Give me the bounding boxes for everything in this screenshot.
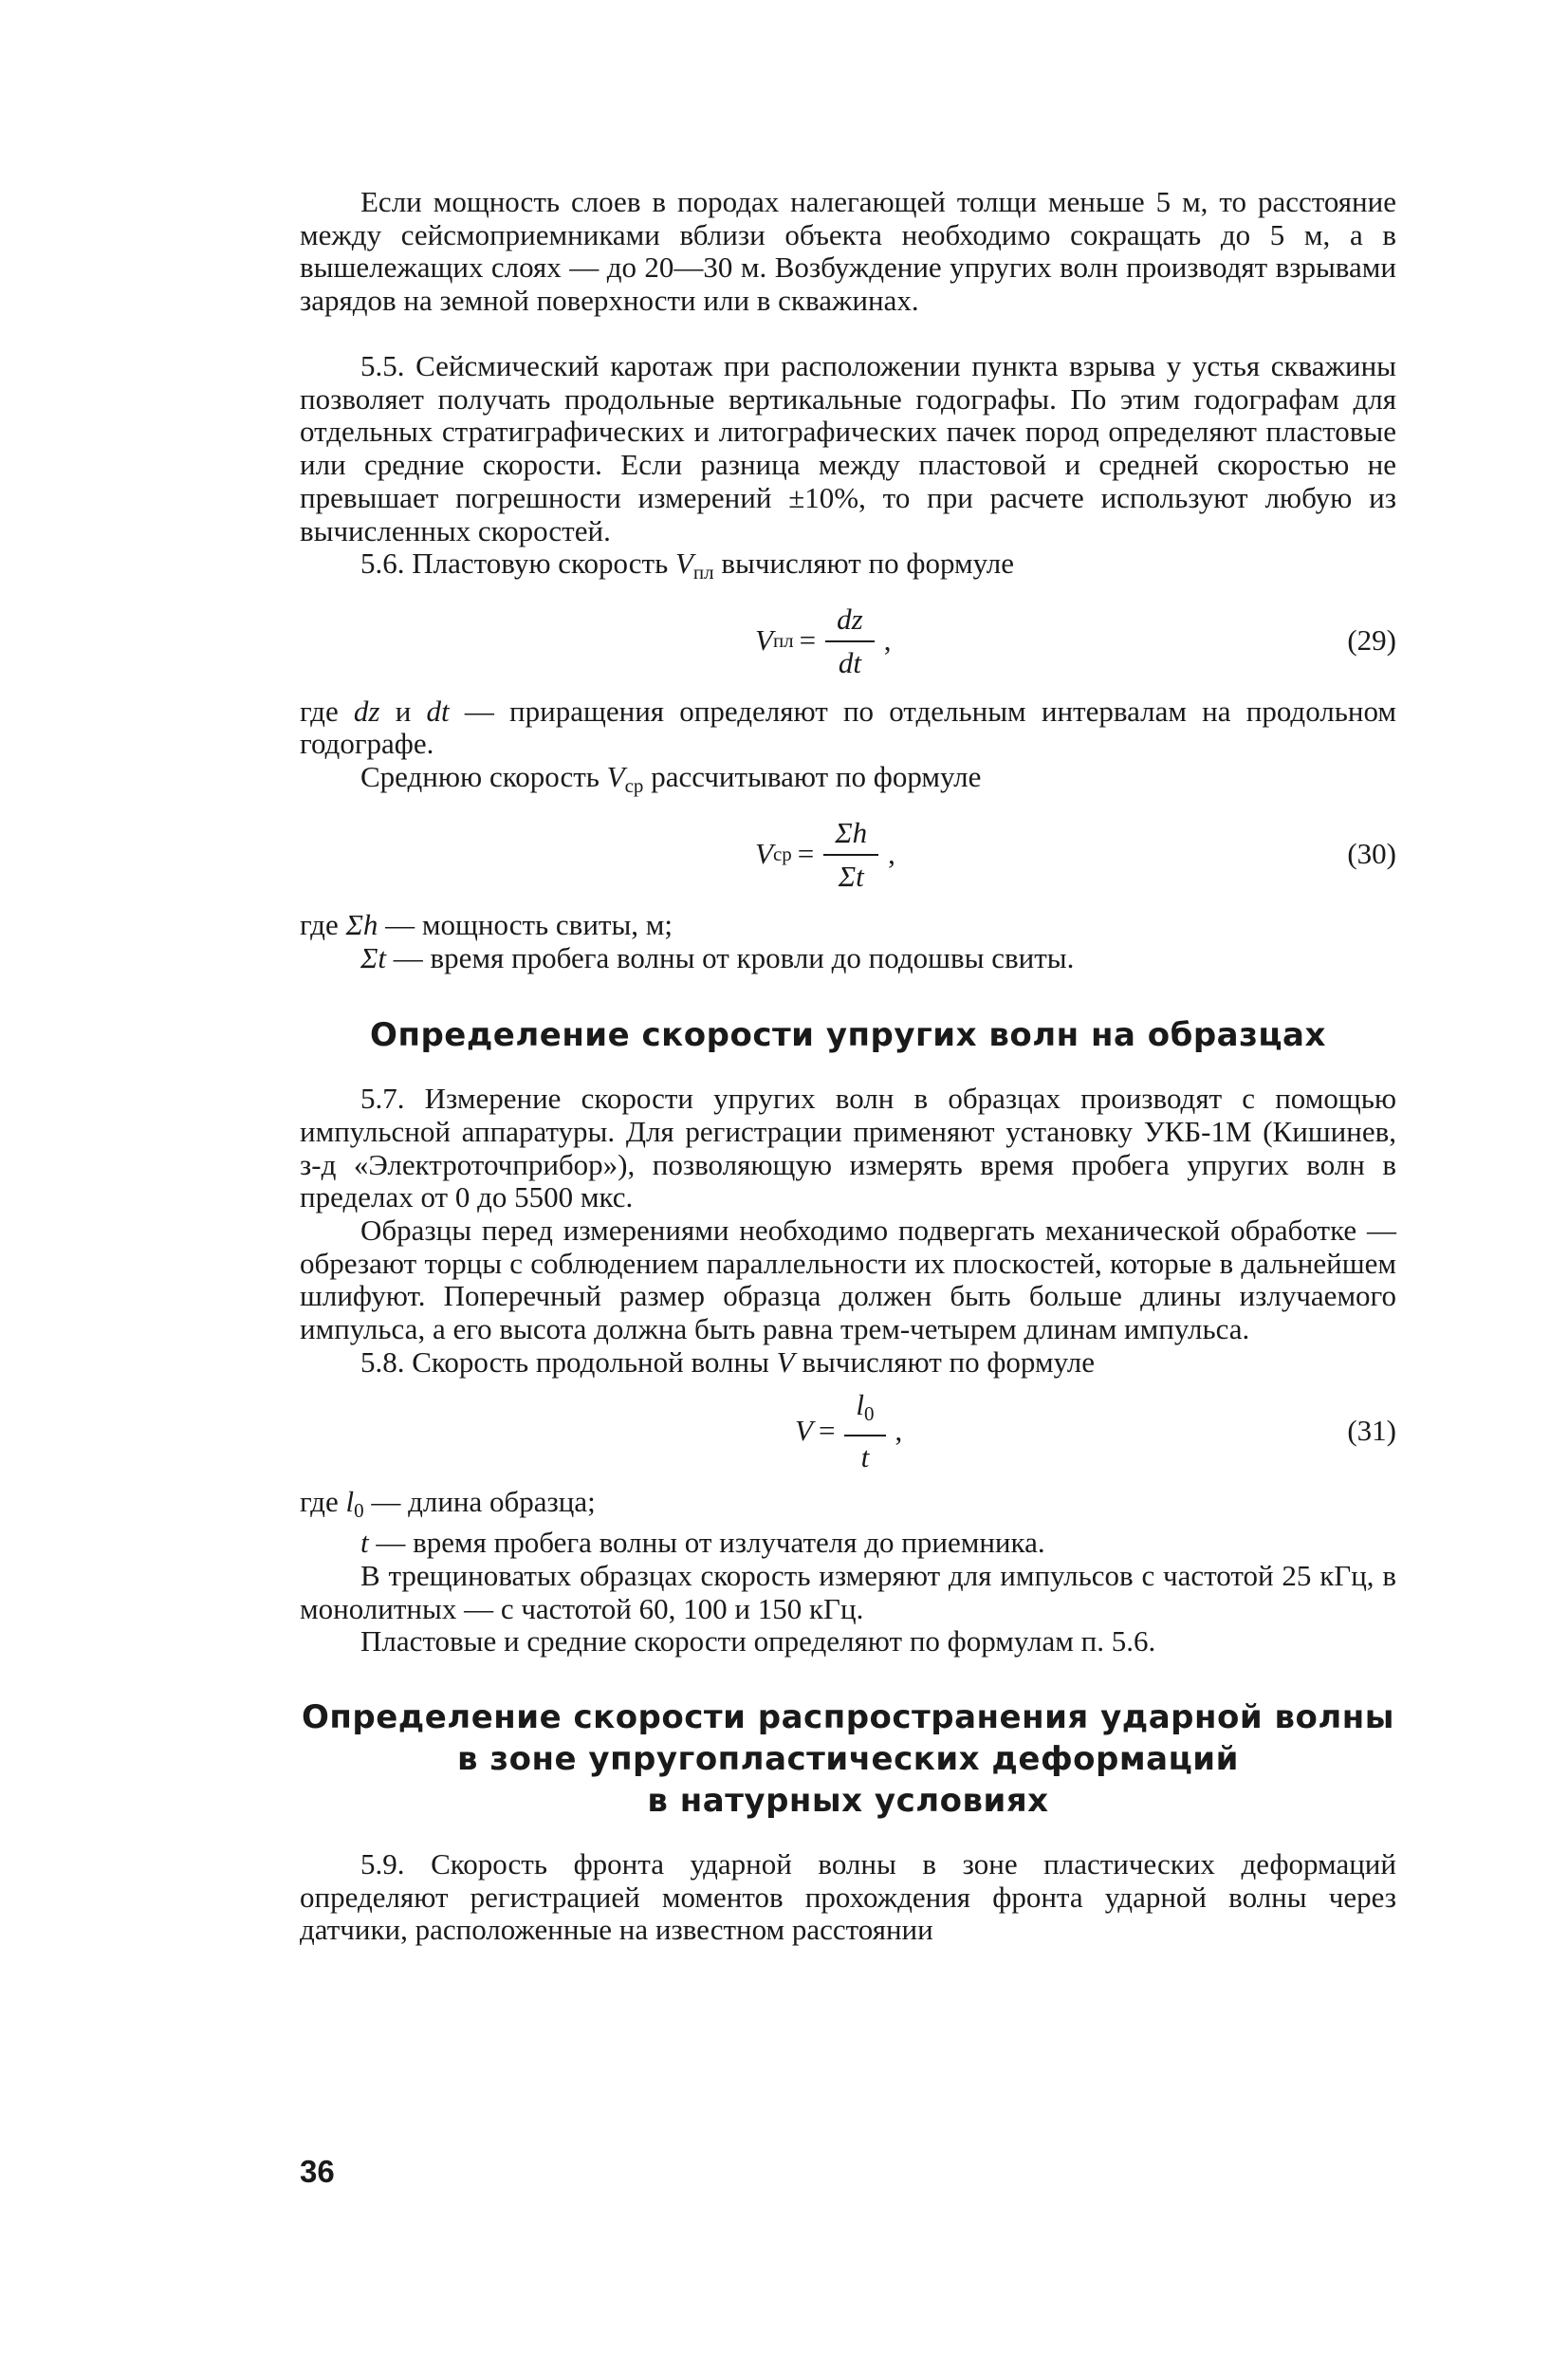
equation-number-30: (30) [1347,837,1396,871]
where-30-line2 [300,942,1396,975]
equals-sign: = [818,1414,836,1448]
page-body [300,186,1396,1947]
text-fragment: рассчитывают по формуле [643,760,982,794]
fraction [825,601,875,682]
formula-comma: , [895,1414,903,1448]
symbol-v: V [674,547,693,580]
subscript-0: 0 [864,1402,875,1426]
formula-30-body [755,808,895,901]
heading-line: Определение скорости распространения ударной волны [301,1698,1394,1737]
text-fragment: вычисляют по формуле [713,547,1014,580]
fraction [844,1386,885,1476]
formula-comma: , [888,837,895,871]
symbol-v: V [606,760,625,794]
paragraph-samples-processing: Образцы перед измерениями необходимо подвергать механической обработке — обрезают торцы с соблюдением параллельности их плоскостей, которые в дальнейшем шлифуют. Поперечный размер образца должен быть больше длины излучаемого импульса, а его высота должна быть равна трем-четырем длинам импульса. [300,1214,1396,1346]
symbol-l: l [856,1388,865,1422]
denominator: dt [838,645,861,679]
text-fragment: — мощность свиты, м; [378,907,673,941]
symbol-sum-h: Σh [345,907,378,941]
where-31-line1 [300,1486,1396,1528]
symbol-t: t [360,1526,369,1560]
equation-number-31: (31) [1347,1414,1396,1448]
paragraph-5-7: 5.7. Измерение скорости упругих волн в образцах производят с помощью импульсной аппаратуры. Для регистрации применяют установку УКБ-1М (Кишинев, з-д «Электроточприбор»), позволяющую измерять время пробега упругих волн в пределах от 0 до 5500 мкс. [300,1082,1396,1214]
symbol-dz: dz [353,694,380,728]
text-fragment: — время пробега волны от излучателя до приемника. [368,1526,1045,1560]
where-31-line2 [300,1527,1396,1560]
symbol-l: l [345,1484,355,1518]
numerator: Σh [823,814,878,856]
equation-number-29: (29) [1347,623,1396,658]
paragraph-5-5: 5.5. Сейсмический каротаж при расположении пункта взрыва у устья скважины позволяет получать продольные вертикальные годографы. По этим годографам для отдельных стратиграфических и литографических пачек пород определяют пластовые или средние скорости. Если разница между пластовой и средней скоростью не превышает погрешности измерений ±10%, то при расчете используют любую из вычисленных скоростей. [300,349,1396,547]
section-heading-shock-wave [300,1696,1396,1822]
formula-29-body [755,595,891,688]
formula-29-lhs: V [755,623,773,658]
subscript-pl: пл [692,561,714,584]
paragraph-5-8 [300,1346,1396,1380]
text-fragment: — приращения определяют по отдельным интервалам на продольном годографе. [300,694,1397,761]
heading-line: в натурных условиях [647,1782,1049,1821]
paragraph-layer-thickness: Если мощность слоев в породах налегающей толщи меньше 5 м, то расстояние между сейсмоприемниками вблизи объекта необходимо сокращать до 5 м, а в вышележащих слоях — до 20—30 м. Возбуждение упругих волн производят взрывами зарядов на земной поверхности или в скважинах. [300,185,1396,318]
equals-sign: = [799,623,817,658]
text-fragment: где [300,907,346,941]
symbol-sum-t: Σt [360,940,387,974]
paragraph-5-6 [300,547,1396,589]
paragraph-fractured-samples: В трещиноватых образцах скорость измеряют для импульсов с частотой 25 кГц, в монолитных — с частотой 60, 100 и 150 кГц. [300,1558,1396,1625]
where-29 [300,695,1396,761]
heading-line: в зоне упругопластических деформаций [457,1740,1239,1779]
text-fragment: вычисляют по формуле [794,1344,1095,1379]
text-fragment: и [379,694,427,728]
formula-29-lhs-subscript: пл [772,629,794,653]
formula-30-lhs: V [755,837,773,871]
numerator [844,1386,885,1436]
symbol-v: V [776,1344,795,1379]
numerator: dz [825,601,875,642]
denominator: Σt [838,859,864,893]
page-number: 36 [300,2154,335,2189]
text-fragment: где [300,1484,346,1518]
text-fragment: — время пробега волны от кровли до подошвы свиты. [386,940,1075,974]
formula-31 [300,1385,1396,1478]
where-30-line1 [300,909,1396,942]
formula-comma: , [883,623,892,658]
formula-29 [300,595,1396,688]
paragraph-average-speed [300,761,1396,803]
subscript-0: 0 [354,1498,364,1522]
paragraph-formulas-ref: Пластовые и средние скорости определяют по формулам п. 5.6. [360,1624,1156,1659]
formula-31-body [795,1385,902,1478]
text-fragment: 5.6. Пластовую скорость [360,547,675,580]
formula-31-lhs: V [795,1414,813,1448]
paragraph-5-9: 5.9. Скорость фронта ударной волны в зоне пластических деформаций определяют регистрацией моментов прохождения фронта ударной волны через датчики, расположенные на известном расстоянии [300,1847,1396,1947]
text-fragment: 5.8. Скорость продольной волны [360,1344,777,1379]
subscript-sr: ср [624,774,644,798]
text-fragment: — длина образца; [363,1484,596,1518]
text-fragment: где [300,694,354,728]
fraction [823,814,878,896]
symbol-dt: dt [426,694,450,728]
denominator: t [860,1440,870,1474]
formula-30-lhs-subscript: ср [772,843,792,866]
formula-30 [300,808,1396,901]
equals-sign: = [797,837,815,871]
text-fragment: Среднюю скорость [360,760,607,794]
section-heading-samples: Определение скорости упругих волн на образцах [370,1016,1326,1055]
